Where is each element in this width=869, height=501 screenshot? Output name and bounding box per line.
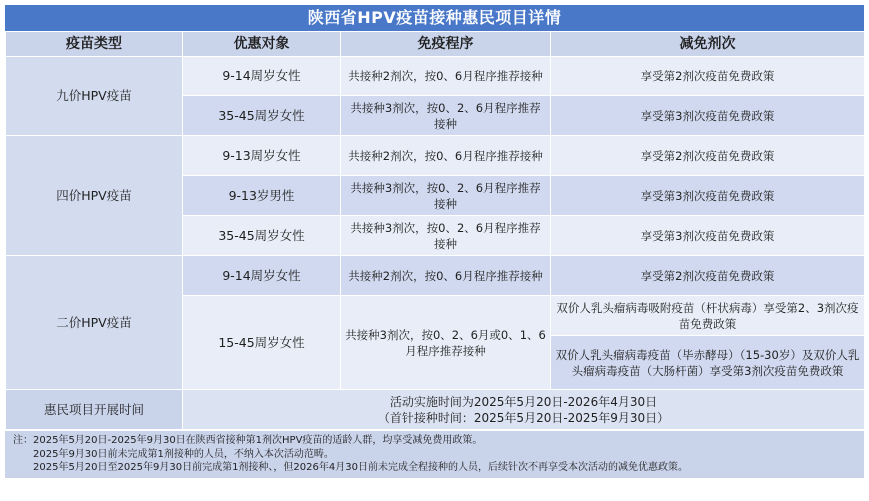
table-row: [6, 57, 865, 96]
table-row: [6, 256, 865, 296]
note-line-3: 2025年5月20日至2025年9月30日前完成第1剂接种、，但2026年4月30日前未完成全程接种的人员，后续针次不再享受本次活动的减免优惠政策。: [33, 462, 688, 473]
target-cell: 35-45周岁女性: [183, 96, 341, 136]
vaccine-type-cell: 九价HPV疫苗: [6, 57, 183, 136]
period-line-1: 活动实施时间为2025年5月20日-2026年4月30日: [389, 394, 658, 409]
target-cell: 35-45周岁女性: [183, 216, 341, 256]
schedule-cell: 共接种2剂次，按0、6月程序推荐接种: [341, 136, 551, 176]
schedule-cell: 共接种3剂次，按0、2、6月或0、1、6月程序推荐接种: [341, 296, 551, 390]
benefit-cell: 享受第3剂次疫苗免费政策: [551, 96, 865, 136]
period-line-2: （首针接种时间：2025年5月20日-2025年9月30日）: [377, 410, 670, 425]
benefit-cell: 享受第2剂次疫苗免费政策: [551, 57, 865, 96]
header-row: [6, 32, 865, 57]
benefit-cell: 享受第3剂次疫苗免费政策: [551, 176, 865, 216]
policy-table: [5, 31, 865, 430]
page-title: 陕西省HPV疫苗接种惠民项目详情: [5, 5, 864, 31]
header-benefit: 减免剂次: [551, 32, 865, 57]
header-vaccine-type: 疫苗类型: [6, 32, 183, 57]
period-label: 惠民项目开展时间: [6, 390, 183, 430]
schedule-cell: 共接种3剂次，按0、2、6月程序推荐接种: [341, 96, 551, 136]
benefit-cell-a: 双价人乳头瘤病毒吸附疫苗（杆状病毒）享受第2、3剂次疫苗免费政策: [551, 296, 865, 336]
benefit-cell: 享受第2剂次疫苗免费政策: [551, 136, 865, 176]
note-line-2: 2025年9月30日前未完成第1剂接种的人员，不纳入本次活动范畴。: [33, 448, 334, 460]
benefit-cell: 享受第3剂次疫苗免费政策: [551, 216, 865, 256]
target-cell: 9-14周岁女性: [183, 57, 341, 96]
vaccine-type-cell: 二价HPV疫苗: [6, 256, 183, 390]
header-schedule: 免疫程序: [341, 32, 551, 57]
target-cell: 9-13周岁女性: [183, 136, 341, 176]
schedule-cell: 共接种3剂次，按0、2、6月程序推荐接种: [341, 216, 551, 256]
vaccine-type-cell: 四价HPV疫苗: [6, 136, 183, 256]
benefit-cell: 享受第2剂次疫苗免费政策: [551, 256, 865, 296]
hpv-policy-table-container: [5, 5, 864, 478]
target-cell: 9-13岁男性: [183, 176, 341, 216]
table-row: [6, 136, 865, 176]
benefit-cell-b: 双价人乳头瘤病毒疫苗（毕赤酵母）（15-30岁）及双价人乳头瘤病毒疫苗（大肠杆菌）享受第3剂次疫苗免费政策: [551, 336, 865, 390]
target-cell: 9-14周岁女性: [183, 256, 341, 296]
period-value: [183, 390, 865, 430]
note-line-1: 注：2025年5月20日-2025年9月30日在陕西省接种第1剂次HPV疫苗的适龄人群，均享受减免费用政策。: [13, 435, 483, 446]
schedule-cell: 共接种2剂次，按0、6月程序推荐接种: [341, 256, 551, 296]
notes: [5, 430, 864, 478]
schedule-cell: 共接种2剂次，按0、6月程序推荐接种: [341, 57, 551, 96]
period-row: [6, 390, 865, 430]
header-target: 优惠对象: [183, 32, 341, 57]
schedule-cell: 共接种3剂次，按0、2、6月程序推荐接种: [341, 176, 551, 216]
target-cell: 15-45周岁女性: [183, 296, 341, 390]
